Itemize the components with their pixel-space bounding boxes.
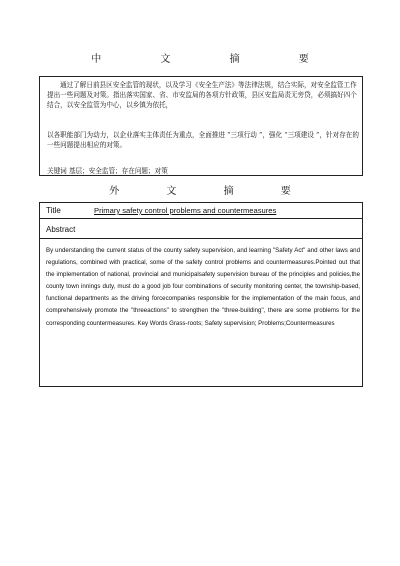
abstract-body: By understanding the current status of the county safety supervision, and learning "Safety Act" and other laws and regulations, combined with practical, some of the safety control problems and countermeasures.Pointed out that the implementation of national, provincial and municipalsafety supervision bureau of the principles and policies,the county town innings duty, must do a good job four combinations of security monitoring center, the township-based, functional departments as the driving forcecompanies responsible for the implementation of the main focus, and comprehensively promote the "threeactions" to strengthen the "three-building", there are some problems for the corresponding countermeasures. Key Words Grass-roots; Safety supervision; Problems;Countermeasures (46, 247, 360, 327)
chinese-keywords: 关键词 基层；安全监管；存在问题；对策 (47, 167, 168, 175)
abstract-label-divider (39, 238, 363, 239)
foreign-abstract-heading: 外 文 摘 要 (109, 186, 313, 197)
title-label: Title (46, 206, 61, 215)
chinese-abstract-paragraph-1: 通过了解日前县区安全监管的现状，以及学习《安全生产法》等法律法规，结合实际，对安全监管工作提出一些问题及对策。指出落实国家、省、市安监局的各项方针政策，县区安监局责无旁贷，必须搞好四个结合，以安全监管为中心，以乡镇为依托， (47, 81, 357, 109)
chinese-abstract-heading: 中 文 摘 要 (91, 54, 337, 65)
paper-title: Primary safety control problems and countermeasures (94, 206, 277, 215)
title-row-divider (39, 218, 363, 219)
chinese-abstract-paragraph-2: 以各职能部门为动力，以企业落实主体责任为重点，全面推进 “三项行动 ”，强化 “三项建设 ”，针对存在的一些问题提出相应的对策。 (47, 131, 359, 149)
abstract-label: Abstract (46, 225, 76, 234)
